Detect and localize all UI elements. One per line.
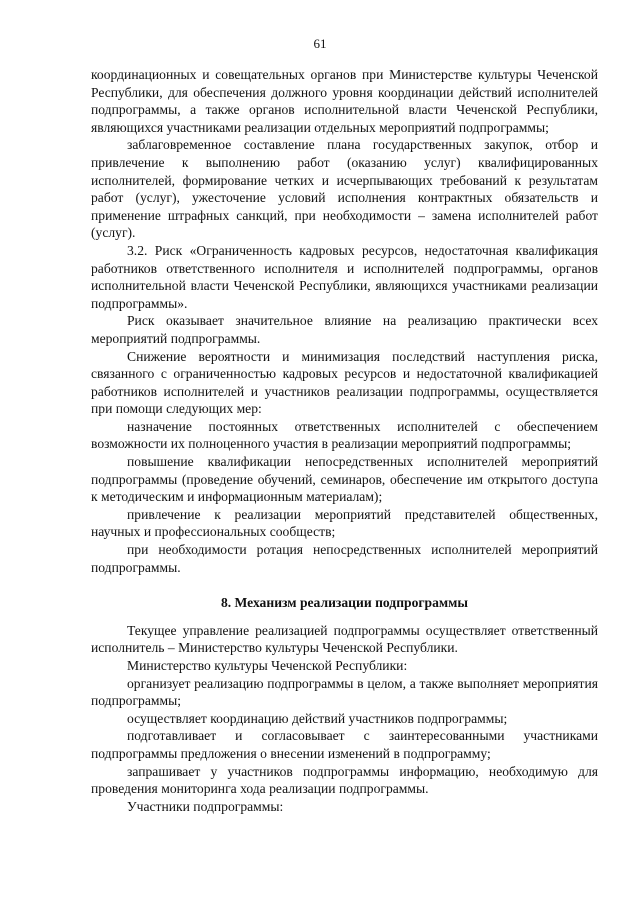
paragraph: Министерство культуры Чеченской Республики: [127,658,408,673]
paragraph: Снижение вероятности и минимизация последствий наступления риска, связанного с ограниченностью кадровых ресурсов и недостаточной квалификацией работников исполнителей и участников реализации подпрограммы, осуществляется при помощи следующих мер: [91,348,598,417]
paragraph: запрашивает у участников подпрограммы информацию, необходимую для проведения мониторинга хода реализации подпрограммы. [91,763,598,797]
paragraph: Текущее управление реализацией подпрограммы осуществляет ответственный исполнитель – Министерство культуры Чеченской Республики. [91,622,598,656]
paragraph: заблаговременное составление плана государственных закупок, отбор и привлечение к выполнению работ (оказанию услуг) квалифицированных исполнителей, формирование четких и исчерпывающих требований к результатам работ (услуг), ужесточение условий исполнения контрактных обязательств и применение штрафных санкций, при необходимости – замена исполнителей работ (услуг). [91,137,598,241]
paragraph: Участники подпрограммы: [127,798,284,814]
paragraph: при необходимости ротация непосредственных исполнителей мероприятий подпрограммы. [91,542,598,575]
paragraph: 3.2. Риск «Ограниченность кадровых ресурсов, недостаточная квалификация работников ответственного исполнителя и исполнителей подпрограммы, органов исполнительной власти Чеченской Республики, являющихся участниками реализации подпрограммы». [91,242,598,311]
paragraph: осуществляет координацию действий участников подпрограммы; [127,710,508,726]
paragraph: подготавливает и согласовывает с заинтересованными участниками подпрограммы предложения о внесении изменений в подпрограмму; [91,728,598,761]
document-body [91,66,598,815]
paragraph: назначение постоянных ответственных исполнителей с обеспечением возможности их полноценного участия в реализации мероприятий подпрограммы; [91,418,598,452]
paragraph: привлечение к реализации мероприятий представителей общественных, научных и профессиональных сообществ; [91,506,598,540]
paragraph: повышение квалификации непосредственных исполнителей мероприятий подпрограммы (проведение обучений, семинаров, обеспечение им открытого доступа к методическим и информационным материалам); [91,454,598,505]
paragraph: Риск оказывает значительное влияние на реализацию практически всех мероприятий подпрограммы. [91,313,598,346]
section-heading: 8. Механизм реализации подпрограммы [220,595,469,611]
paragraph: организует реализацию подпрограммы в целом, а также выполняет мероприятия подпрограммы; [91,675,598,709]
page-number: 61 [313,36,327,51]
paragraph: координационных и совещательных органов при Министерстве культуры Чеченской Республики, для обеспечения должного уровня координации действий исполнителей подпрограммы, а также органов исполнительной власти Чеченской Республики, являющихся участниками реализации отдельных мероприятий подпрограммы; [91,67,598,135]
